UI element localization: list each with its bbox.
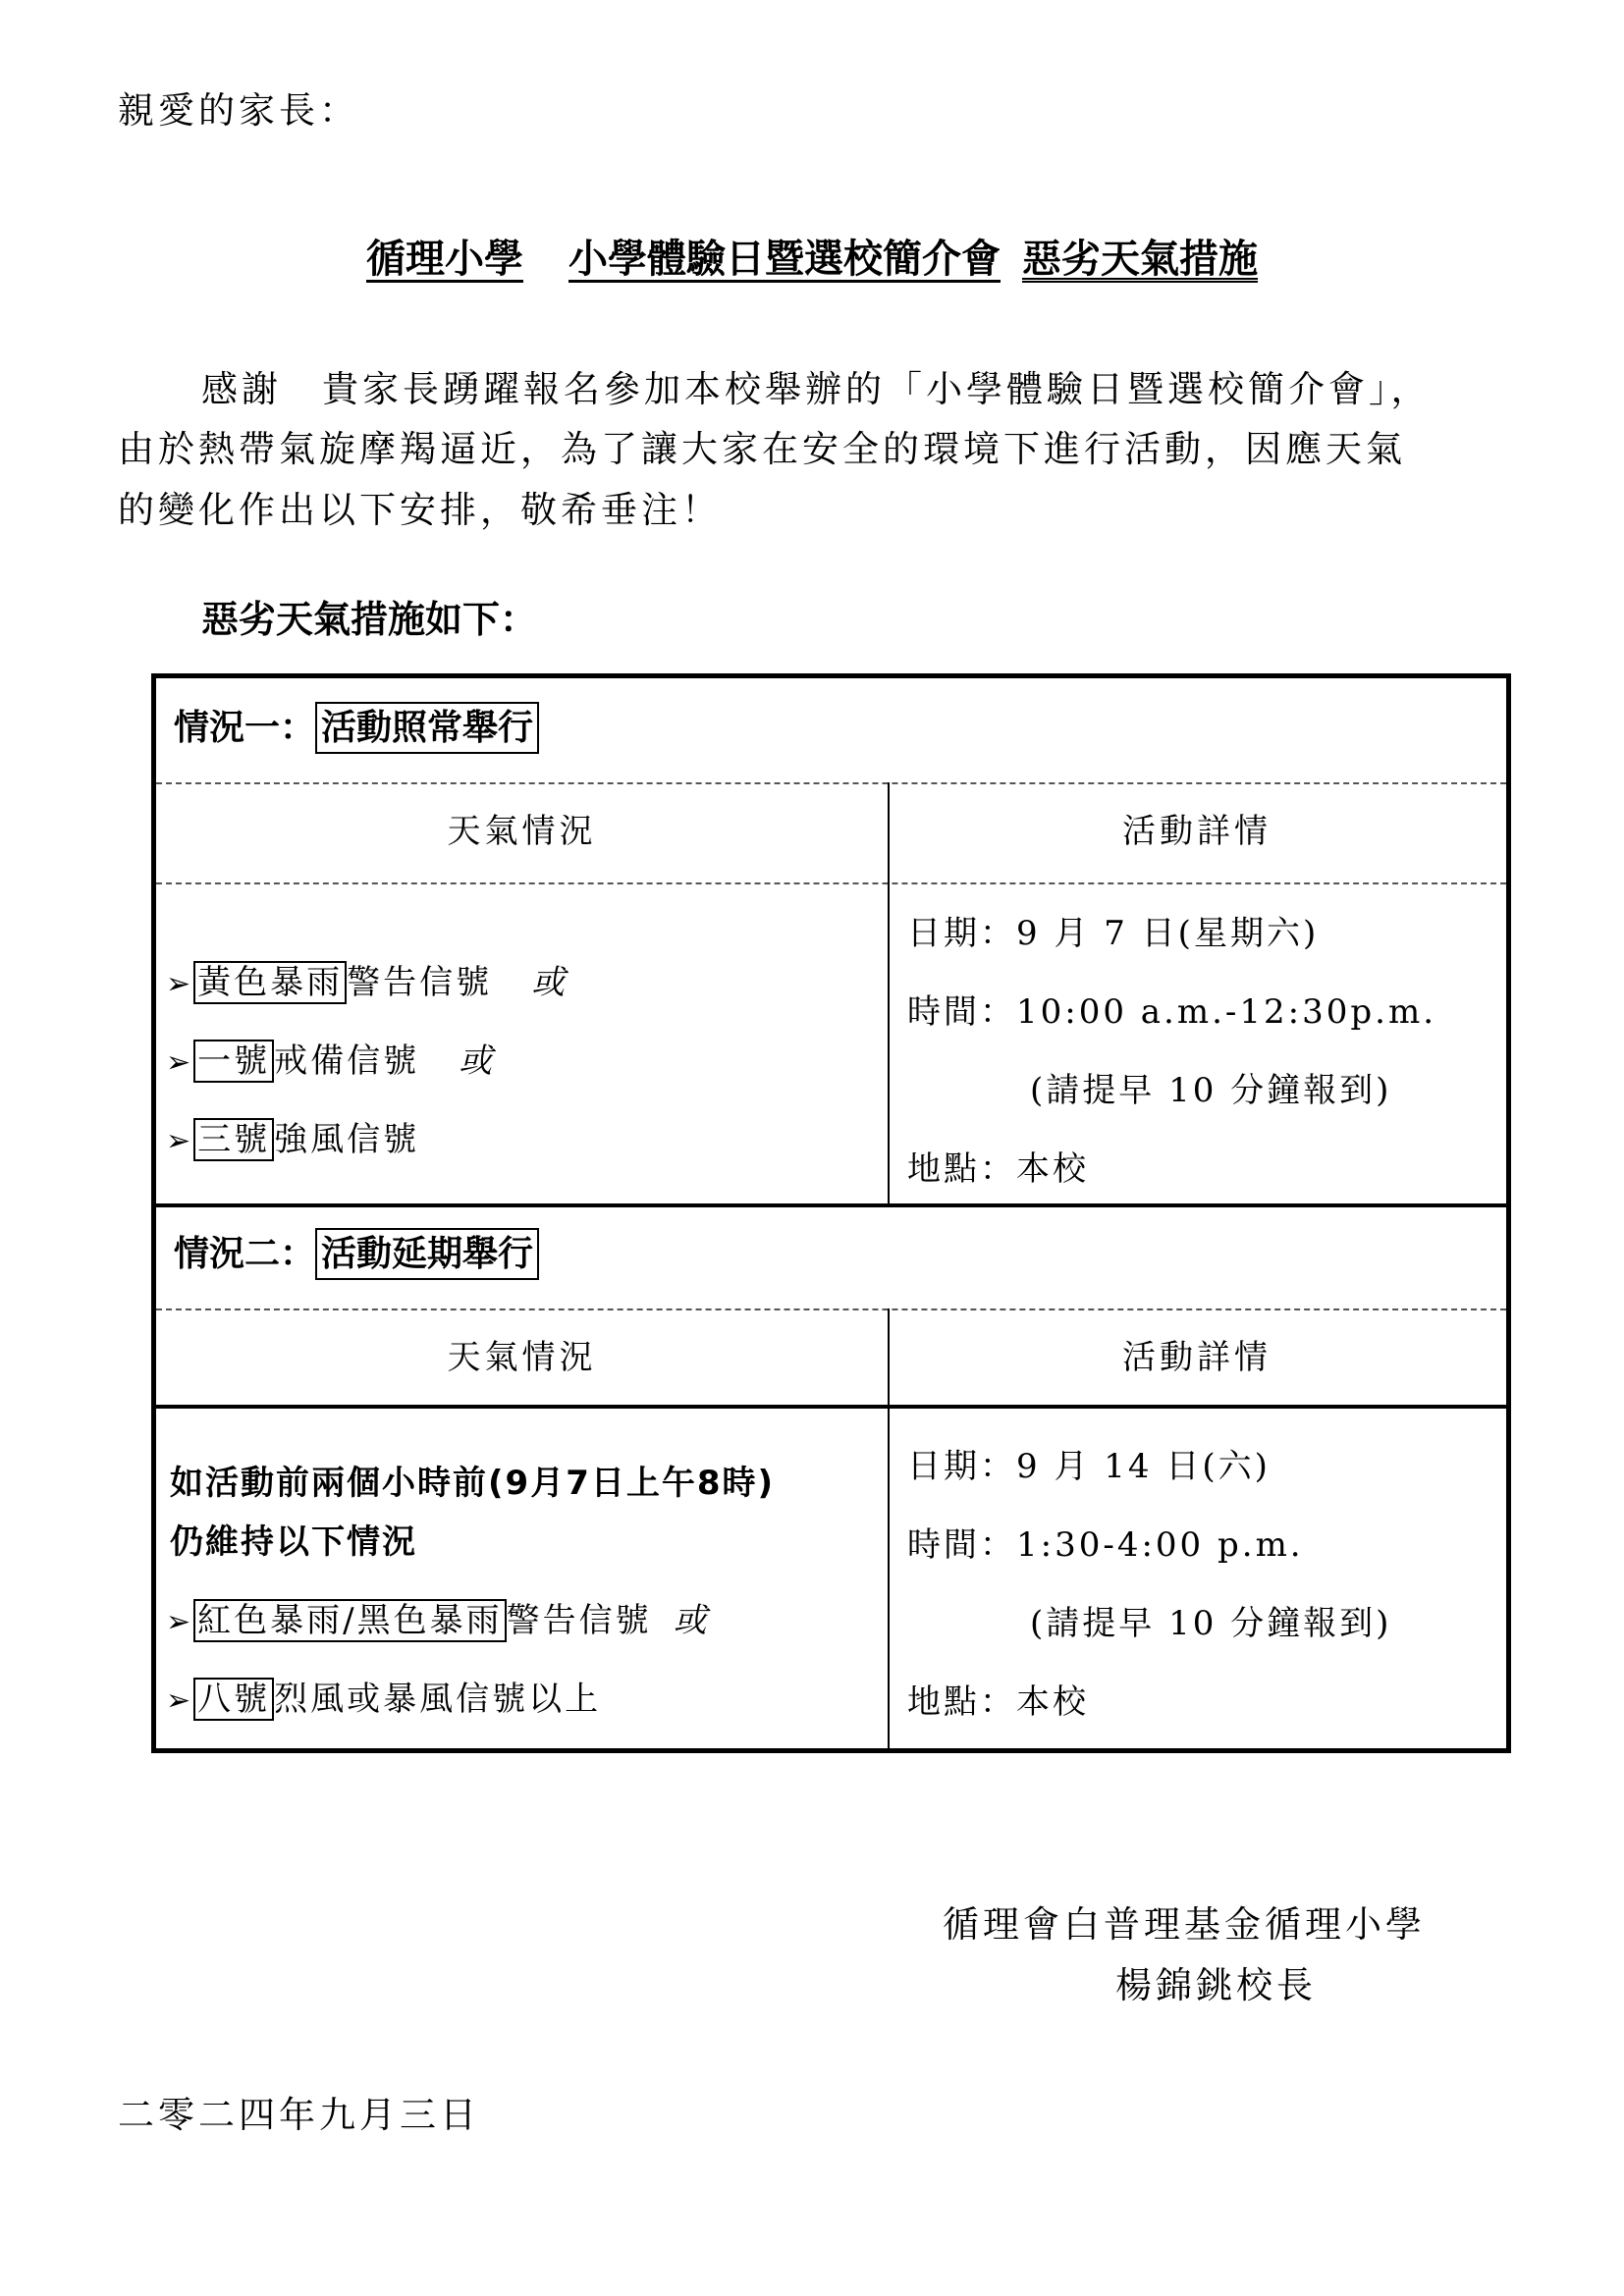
situation1-condition-2: ➢ 一號 戒備信號 或 (166, 1041, 496, 1081)
situation2-venue: 地點：本校 (907, 1682, 1089, 1722)
situation2-note: (請提早 10 分鐘報到) (1030, 1604, 1392, 1643)
situation2-condition-1: ➢ 紅色暴雨/黑色暴雨 警告信號 或 (166, 1601, 710, 1640)
situation1-header (174, 700, 539, 750)
measures-heading: 惡劣天氣措施如下： (201, 598, 538, 641)
title-measures: 惡劣天氣措施 (1022, 237, 1258, 282)
notice-title (0, 228, 1624, 284)
arrow-bullet-icon: ➢ (166, 1605, 194, 1639)
situation2-intro-line-2: 仍維持以下情況 (170, 1522, 417, 1562)
situation1-col-weather: 天氣情況 (447, 812, 597, 851)
situation2-time: 時間：1:30-4:00 p.m. (907, 1525, 1304, 1565)
column-divider (888, 1308, 890, 1748)
divider (156, 1405, 1506, 1409)
situation1-col-details: 活動詳情 (1122, 812, 1272, 851)
intro-line-1: 感謝 貴家長踴躍報名參加本校舉辦的「小學體驗日暨選校簡介會」， (201, 368, 1432, 410)
situation1-condition-1: ➢ 黃色暴雨 警告信號 或 (166, 963, 568, 1002)
situation2-header (174, 1226, 539, 1276)
divider (156, 782, 1506, 784)
divider (156, 882, 1506, 884)
weather-measures-table (151, 673, 1511, 1753)
situation2-status: 活動延期舉行 (315, 1228, 539, 1280)
arrow-bullet-icon: ➢ (166, 1124, 194, 1158)
situation2-date: 日期：9 月 14 日(六) (907, 1447, 1271, 1486)
signature-principal: 楊錦銚校長 (1115, 1964, 1317, 2006)
divider (156, 1203, 1506, 1207)
arrow-bullet-icon: ➢ (166, 1045, 194, 1080)
salutation: 親愛的家長： (118, 89, 359, 132)
situation2-col-details: 活動詳情 (1122, 1338, 1272, 1377)
intro-line-2: 由於熱帶氣旋摩羯逼近，為了讓大家在安全的環境下進行活動，因應天氣 (118, 428, 1406, 470)
situation2-condition-2: ➢ 八號 烈風或暴風信號以上 (166, 1680, 602, 1719)
arrow-bullet-icon: ➢ (166, 1683, 194, 1718)
column-divider (888, 782, 890, 1205)
situation1-status: 活動照常舉行 (315, 702, 539, 754)
signature-school: 循理會白普理基金循理小學 (943, 1903, 1426, 1946)
letter-date: 二零二四年九月三日 (118, 2094, 480, 2136)
situation2-intro-line-1: 如活動前兩個小時前(9月7日上午8時) (170, 1464, 776, 1503)
situation1-condition-3: ➢ 三號 強風信號 (166, 1120, 420, 1159)
situation1-venue: 地點：本校 (907, 1149, 1089, 1189)
situation2-col-weather: 天氣情況 (447, 1338, 597, 1377)
situation2-label: 情況二： (174, 1234, 316, 1274)
situation1-note: (請提早 10 分鐘報到) (1030, 1071, 1392, 1110)
situation1-date: 日期：9 月 7 日(星期六) (907, 914, 1320, 953)
title-school: 循理小學 (366, 237, 523, 282)
situation1-time: 時間：10:00 a.m.-12:30p.m. (907, 992, 1437, 1032)
title-event: 小學體驗日暨選校簡介會 (568, 237, 1001, 282)
intro-line-3: 的變化作出以下安排，敬希垂注！ (118, 489, 722, 531)
divider (156, 1308, 1506, 1310)
arrow-bullet-icon: ➢ (166, 967, 194, 1001)
situation1-label: 情況一： (174, 708, 316, 748)
